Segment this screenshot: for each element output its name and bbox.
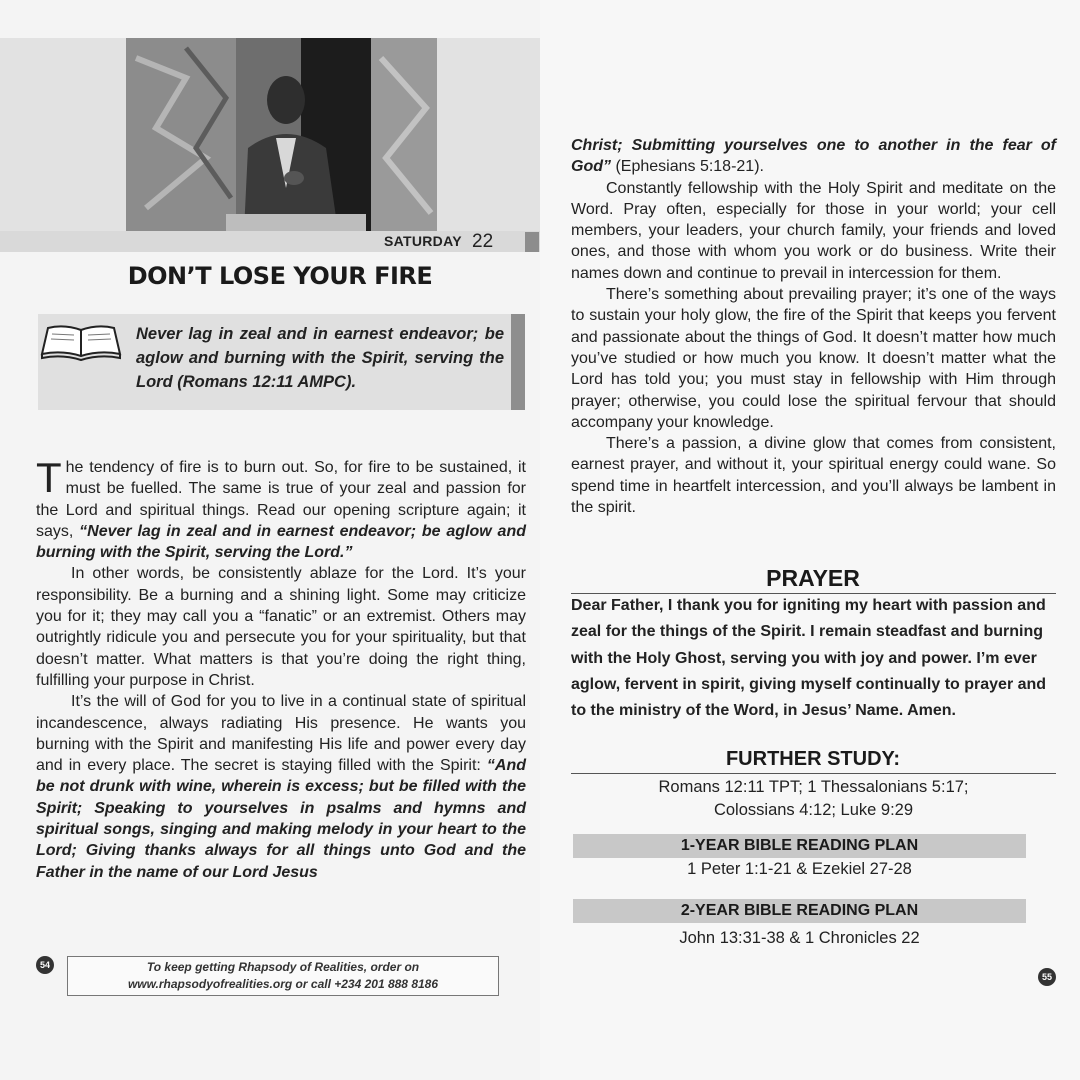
open-book-icon <box>40 322 122 367</box>
paragraph-6: There’s a passion, a divine glow that comes from consistent, earnest prayer, and without it, your spiritual energy could wane. So spend time in heartfelt intercession, and you’ll always be lambent in the spirit. <box>571 435 1056 517</box>
continued-scripture: Christ; Submitting yourselves one to another in the fear of God” (Ephesians 5:18-21). <box>571 137 1056 176</box>
further-study-heading: FURTHER STUDY: <box>725 748 901 770</box>
footer-line-2: www.rhapsodyofrealities.org or call +234 201 888 8186 <box>127 977 439 991</box>
date-marker <box>525 232 539 252</box>
page-number-left: 54 <box>36 956 54 974</box>
scripture-quote: “Never lag in zeal and in earnest endeavor; be aglow and burning with the Spirit, serving the Lord.” <box>36 522 526 562</box>
plan1-text: 1 Peter 1:1-21 & Ezekiel 27-28 <box>687 860 912 878</box>
page-title: DON’T LOSE YOUR FIRE <box>127 262 433 290</box>
devotional-body-right <box>571 135 1056 518</box>
prayer-text: Dear Father, I thank you for igniting my heart with passion and zeal for the things of the Spirit. I remain steadfast and burning with the Holy Ghost, serving you with joy and power. I’m ever aglow, fervent in spirit, giving myself continually to prayer and to the ministry of the Word, in Jesus’ Name. Amen. <box>571 597 1047 720</box>
drop-cap: T <box>36 454 62 501</box>
devotional-body-left <box>36 454 526 883</box>
page-number-right: 55 <box>1038 968 1056 986</box>
footer-line-1: To keep getting Rhapsody of Realities, order on <box>146 960 420 974</box>
right-page <box>540 0 1080 1080</box>
paragraph-3: It’s the will of God for you to live in a continual state of spiritual incandescence, always radiating His presence. He wants you burning with the Spirit and manifesting His life and power every day and in every place. The secret is staying filled with the Spirit: “And be not drunk with wine, wherein is excess; but be filled with the Spirit; Speaking to yourselves in psalms and hymns and spiritual songs, singing and making melody in your heart to the Lord; Giving thanks always for all things unto God and the Father in the name of our Lord Jesus <box>36 693 526 881</box>
plan1-heading: 1-YEAR BIBLE READING PLAN <box>680 837 919 854</box>
further-study-text: Romans 12:11 TPT; 1 Thessalonians 5:17; Colossians 4:12; Luke 9:29 <box>658 778 969 819</box>
preacher-photo <box>126 38 437 231</box>
date-day: SATURDAY <box>384 233 462 249</box>
plan2-heading: 2-YEAR BIBLE READING PLAN <box>680 902 919 919</box>
opening-scripture: Never lag in zeal and in earnest endeavor; be aglow and burning with the Spirit, serving the Lord (Romans 12:11 AMPC). <box>136 325 504 391</box>
scripture-box-edge <box>511 314 525 410</box>
paragraph-4: Constantly fellowship with the Holy Spirit and meditate on the Word. Pray often, especially for those in your world; your cell members, your leaders, your church family, your friends and loved ones, and those with whom you work or do business. Write their names down and continue to prevail in intercession for them. <box>571 179 1056 282</box>
scripture-quote: “And be not drunk with wine, wherein is excess; but be filled with the Spirit; Speaking to yourselves in psalms and hymns and spiritual songs, singing and making melody in your heart to the Lord; Giving thanks always for all things unto God and the Father in the name of our Lord Jesus <box>36 757 526 881</box>
footer-order-box <box>67 956 499 996</box>
paragraph-2: In other words, be consistently ablaze for the Lord. It’s your responsibility. Be a burning and a shining light. Some may criticize you for it; they may call you a “fanatic” or an extremist. Others may outrightly ridicule you and persecute you for your spirituality, but that doesn’t matter. What matters is that you’re doing the right thing, fulfilling your purpose in Christ. <box>36 565 526 689</box>
further-study-rule <box>571 773 1056 774</box>
paragraph-5: There’s something about prevailing prayer; it’s one of the ways to sustain your holy glow, the fire of the Spirit that keeps you fervent and passionate about the things of God. It doesn’t matter how much you’ve studied or how much you know. It doesn’t matter what the Lord has told you; you must stay in fellowship with Him through prayer; otherwise, you could lose the spiritual fervour that should accompany your knowledge. <box>571 286 1056 431</box>
prayer-heading: PRAYER <box>766 565 860 591</box>
paragraph-1: The tendency of fire is to burn out. So, for fire to be sustained, it must be fuelled. The same is true of your zeal and passion for the Lord and spiritual things. Read our opening scripture again; it says, “Never lag in zeal and in earnest endeavor; be aglow and burning with the Spirit, serving the Lord.” <box>36 454 526 562</box>
plan2-text: John 13:31-38 & 1 Chronicles 22 <box>679 929 920 947</box>
date-number: 22 <box>472 231 494 252</box>
